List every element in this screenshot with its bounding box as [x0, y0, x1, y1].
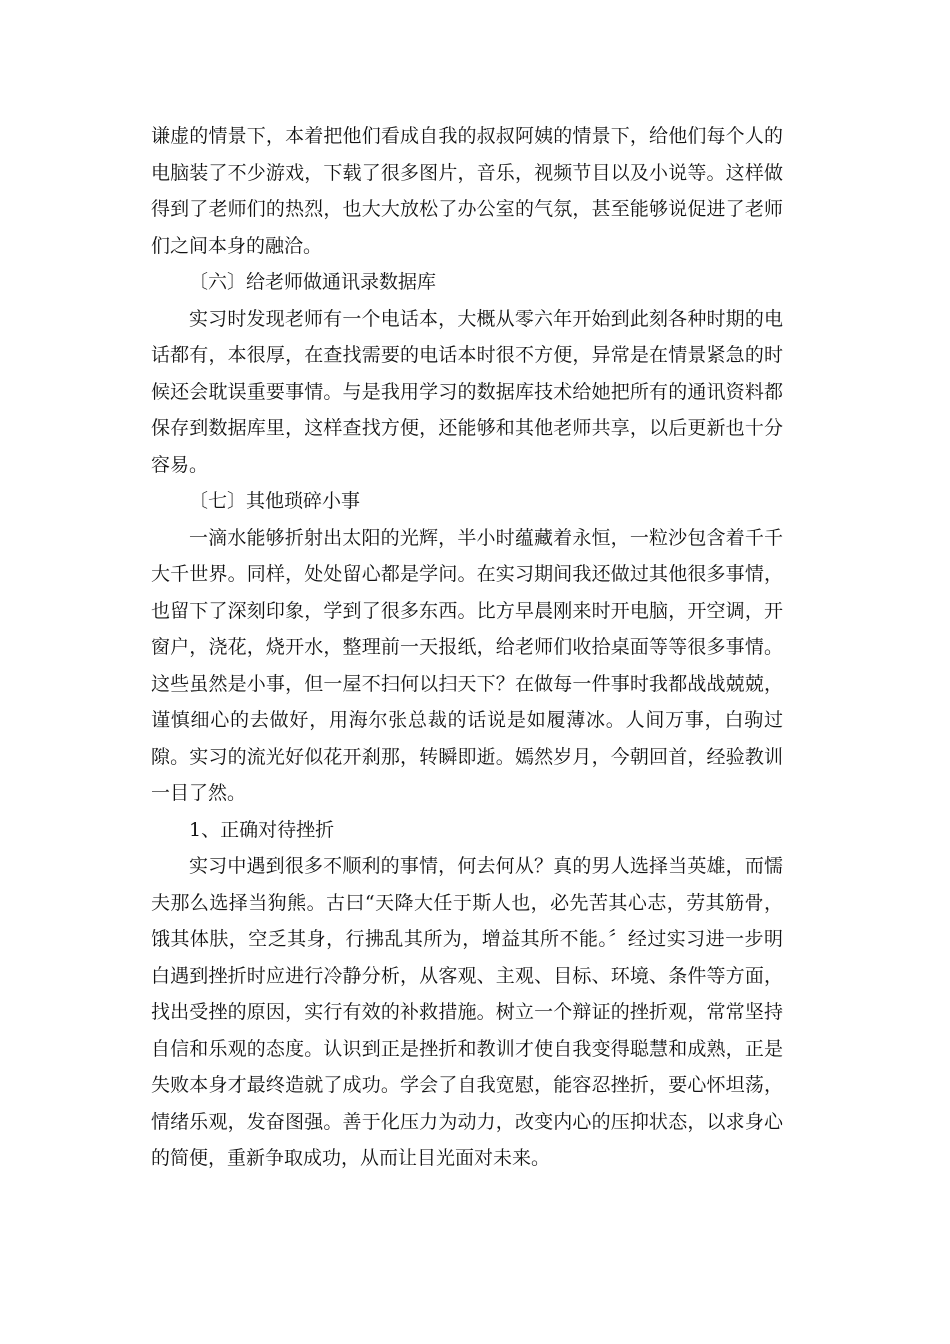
paragraph-small-tasks: 一滴水能够折射出太阳的光辉，半小时蕴藏着永恒，一粒沙包含着千千大千世界。同样，处处留心都是学问。在实习期间我还做过其他很多事情，也留下了深刻印象，学到了很多东西。比方早晨刚来时开电脑，开空调，开窗户，浇花，烧开水，整理前一天报纸，给老师们收拾桌面等等很多事情。这些虽然是小事，但一屋不扫何以扫天下？在做每一件事时我都战战兢兢，谨慎细心的去做好，用海尔张总裁的话说是如履薄冰。人间万事，白驹过隙。实习的流光好似花开刹那，转瞬即逝。嫣然岁月，今朝回首，经验教训一目了然。 [151, 526, 783, 804]
subsection-heading-1: 1、正确对待挫折 [189, 818, 335, 841]
section-heading-7: 〔七〕其他琐碎小事 [189, 490, 361, 512]
section-heading-6: 〔六〕给老师做通讯录数据库 [189, 271, 437, 293]
paragraph-continued: 谦虚的情景下，本着把他们看成自我的叔叔阿姨的情景下，给他们每个人的电脑装了不少游戏，下载了很多图片，音乐，视频节目以及小说等。这样做得到了老师们的热烈，也大大放松了办公室的气氛，甚至能够说促进了老师们之间本身的融洽。 [151, 125, 783, 257]
paragraph-address-book: 实习时发现老师有一个电话本，大概从零六年开始到此刻各种时期的电话都有，本很厚，在查找需要的电话本时很不方便，异常是在情景紧急的时候还会耽误重要事情。与是我用学习的数据库技术给她把所有的通讯资料都保存到数据库里，这样查找方便，还能够和其他老师共享，以后更新也十分容易。 [151, 307, 783, 476]
paragraph-setbacks: 实习中遇到很多不顺利的事情，何去何从？真的男人选择当英雄，而懦夫那么选择当狗熊。古曰“天降大任于斯人也，必先苦其心志，劳其筋骨，饿其体肤，空乏其身，行拂乱其所为，增益其所不能。〞经过实习进一步明白遇到挫折时应进行冷静分析，从客观、主观、目标、环境、条件等方面，找出受挫的原因，实行有效的补救措施。树立一个辩证的挫折观，常常坚持自信和乐观的态度。认识到正是挫折和教训才使自我变得聪慧和成熟，正是失败本身才最终造就了成功。学会了自我宽慰，能容忍挫折，要心怀坦荡，情绪乐观，发奋图强。善于化压力为动力，改变内心的压抑状态，以求身心的简便，重新争取成功，从而让目光面对未来。 [151, 855, 783, 1169]
document-body [151, 118, 783, 1177]
